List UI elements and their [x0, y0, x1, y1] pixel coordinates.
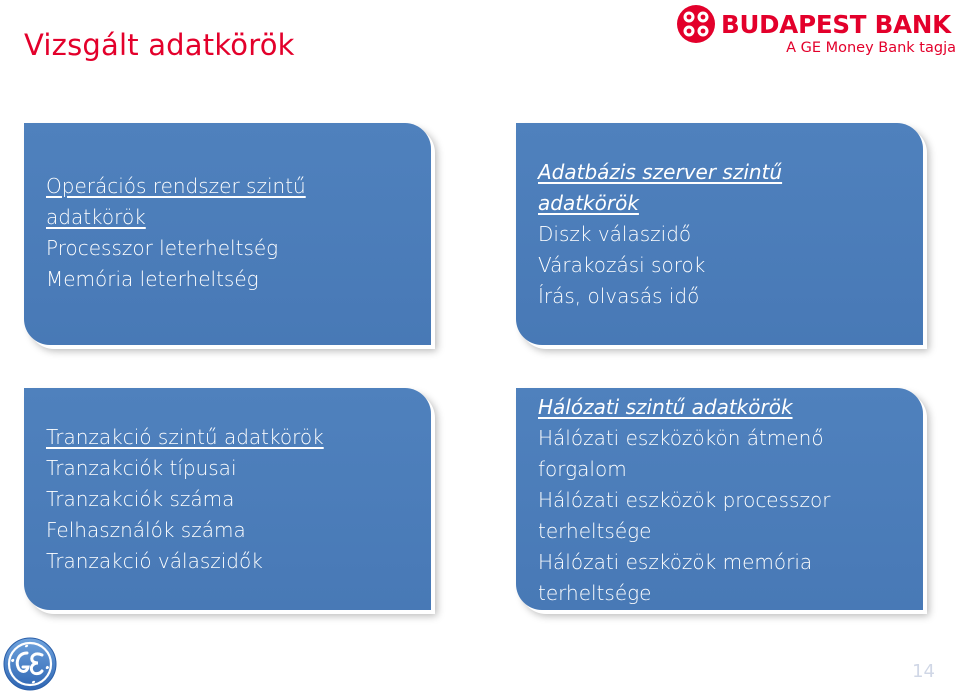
- box-item: forgalom: [538, 457, 627, 481]
- box-item: Tranzakciók száma: [46, 487, 235, 511]
- box-heading: Adatbázis szerver szintű: [538, 160, 783, 184]
- box-item: Várakozási sorok: [538, 253, 706, 277]
- slide-title: Vizsgált adatkörök: [24, 28, 295, 62]
- page-number: 14: [912, 661, 935, 682]
- brand-tagline: A GE Money Bank tagja: [786, 40, 956, 56]
- box-heading: adatkörök: [46, 205, 146, 229]
- data-area-box-network: [516, 388, 923, 610]
- box-item: Írás, olvasás idő: [538, 284, 700, 308]
- budapest-bank-mark-icon: [676, 4, 716, 44]
- box-item: terheltsége: [538, 581, 652, 605]
- box-item: Diszk válaszidő: [538, 222, 692, 246]
- box-item: Hálózati eszközökön átmenő: [538, 426, 824, 450]
- brand-name: BUDAPEST BANK: [721, 10, 951, 39]
- box-item: Hálózati eszközök memória: [538, 550, 813, 574]
- box-item: Processzor leterheltség: [46, 236, 279, 260]
- data-area-box-os: [24, 123, 431, 345]
- box-item: Tranzakciók típusai: [46, 456, 237, 480]
- data-area-box-database: [516, 123, 923, 345]
- box-item: Memória leterheltség: [46, 267, 259, 291]
- box-heading: Operációs rendszer szintű: [46, 174, 306, 198]
- budapest-bank-logo: [676, 4, 958, 62]
- data-area-box-transaction: [24, 388, 431, 610]
- box-item: Felhasználók száma: [46, 518, 246, 542]
- box-item: terheltsége: [538, 519, 652, 543]
- box-item: Tranzakció válaszidők: [46, 549, 263, 573]
- ge-monogram-icon: [2, 636, 58, 692]
- box-heading: Tranzakció szintű adatkörök: [46, 425, 324, 449]
- box-item: Hálózati eszközök processzor: [538, 488, 831, 512]
- box-heading: adatkörök: [538, 191, 639, 215]
- box-heading: Hálózati szintű adatkörök: [538, 395, 793, 419]
